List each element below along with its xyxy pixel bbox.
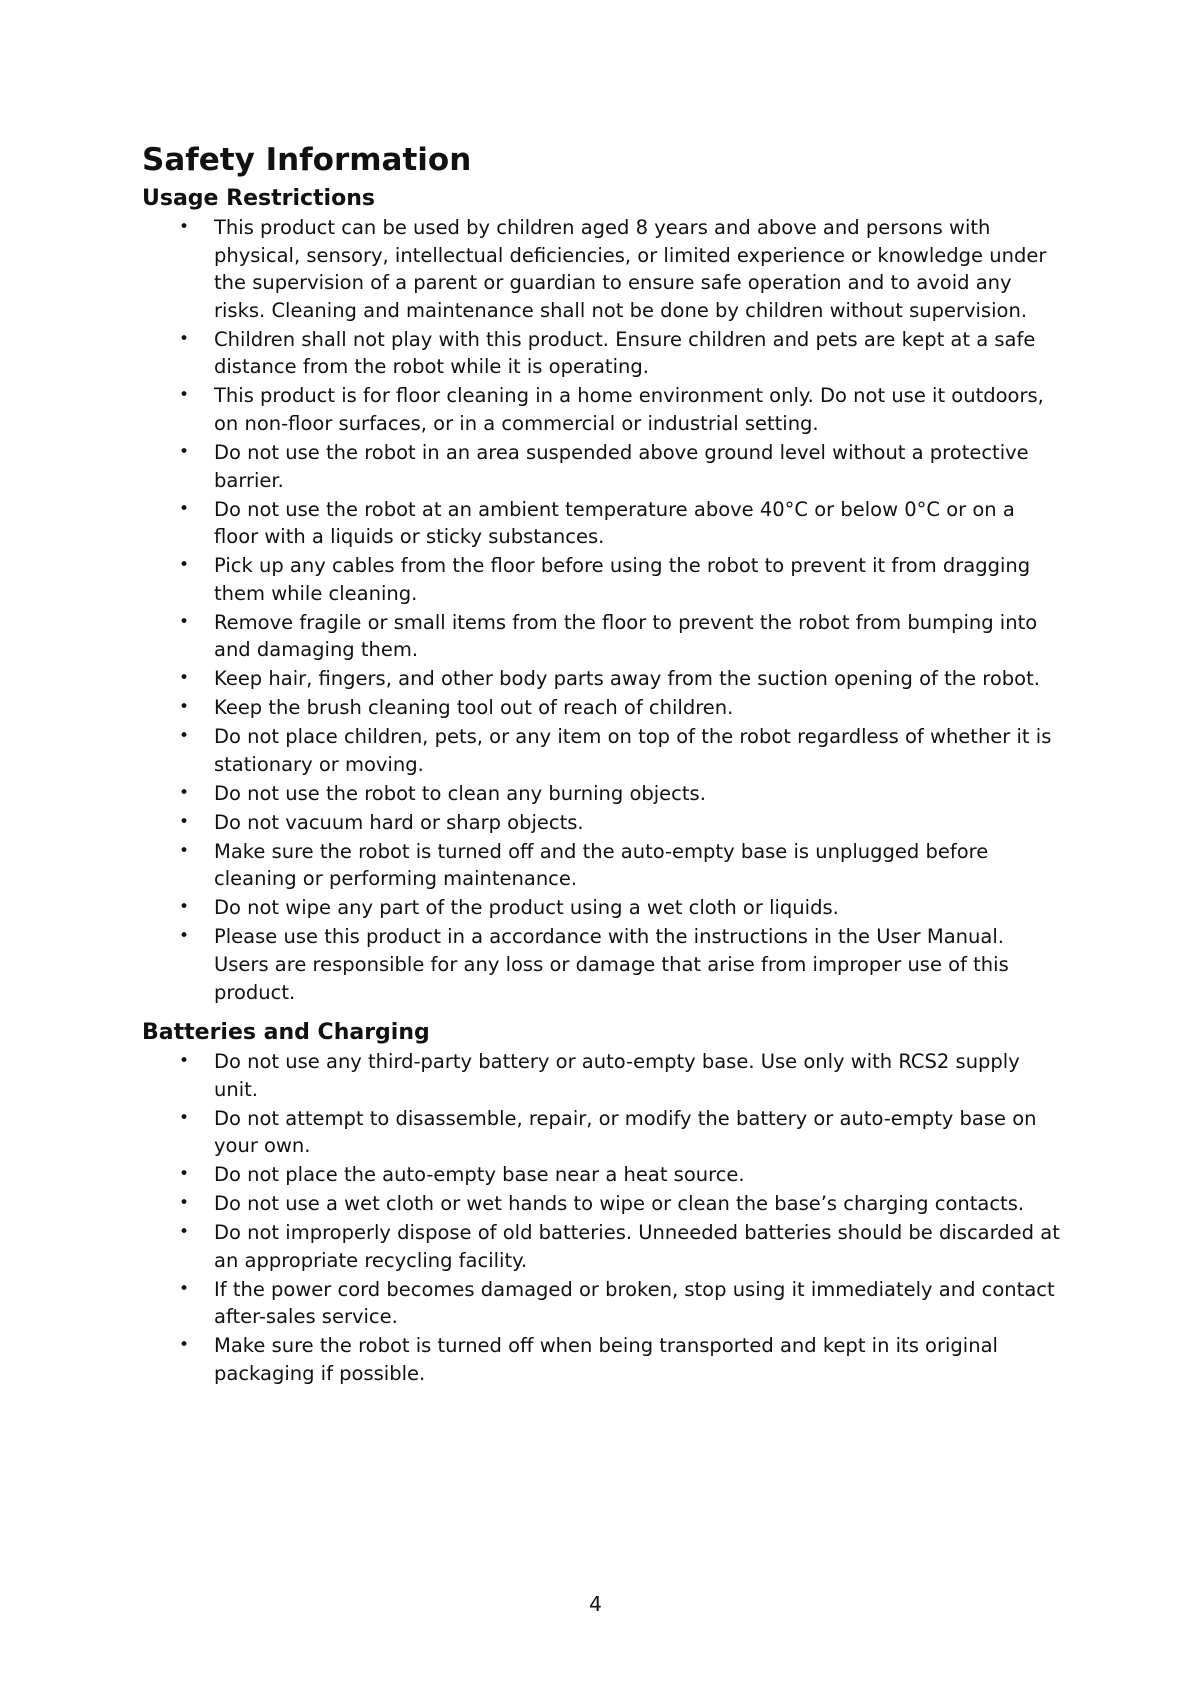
- page-number: 4: [589, 1592, 602, 1616]
- list-item: [142, 809, 1062, 837]
- bullet-icon: •: [179, 840, 190, 861]
- list-item: [142, 923, 1062, 1006]
- list-item-text: Keep the brush cleaning tool out of reach of children.: [214, 696, 734, 720]
- list-item-text: Pick up any cables from the floor before using the robot to prevent it from dragging them while cleaning.: [214, 554, 1031, 605]
- list-item-text: Do not improperly dispose of old batteries. Unneeded batteries should be discarded at an appropriate recycling facility.: [214, 1221, 1060, 1272]
- list-item-text: Remove fragile or small items from the floor to prevent the robot from bumping into and damaging them.: [214, 610, 1038, 662]
- list-item: [142, 723, 1062, 778]
- list-item: [142, 382, 1062, 437]
- usage-restrictions-list: [142, 214, 1062, 1006]
- list-item-text: Do not place children, pets, or any item on top of the robot regardless of whether it is stationary or moving.: [214, 725, 1052, 776]
- list-item: [142, 439, 1062, 494]
- list-item-text: Do not use the robot to clean any burning objects.: [214, 781, 706, 805]
- section-heading-usage-restrictions: Usage Restrictions: [142, 186, 375, 211]
- list-item-text: Keep hair, fingers, and other body parts away from the suction opening of the robot.: [214, 667, 1040, 691]
- page-title: Safety Information: [142, 142, 472, 178]
- bullet-icon: •: [179, 926, 190, 947]
- bullet-icon: •: [179, 441, 190, 462]
- list-item: [142, 1161, 1062, 1189]
- section-heading-batteries-and-charging: Batteries and Charging: [142, 1020, 430, 1046]
- bullet-icon: •: [179, 1193, 190, 1214]
- list-item-text: If the power cord becomes damaged or broken, stop using it immediately and contact after-sales service.: [214, 1277, 1055, 1329]
- list-item: [142, 838, 1062, 893]
- bullet-icon: •: [179, 668, 190, 689]
- bullet-icon: •: [179, 1051, 190, 1072]
- bullet-icon: •: [179, 1107, 190, 1128]
- bullet-icon: •: [179, 726, 190, 747]
- list-item-text: Children shall not play with this product. Ensure children and pets are kept at a safe distance from the robot while it is operating.: [214, 327, 1036, 379]
- bullet-icon: •: [179, 217, 190, 237]
- bullet-icon: •: [179, 1164, 190, 1185]
- bullet-icon: •: [179, 811, 190, 832]
- list-item-text: Make sure the robot is turned off and the auto-empty base is unplugged before cleaning or performing maintenance.: [214, 839, 989, 891]
- list-item: [142, 214, 1062, 324]
- list-item-text: Do not use any third-party battery or auto-empty base. Use only with RCS2 supply unit.: [214, 1050, 1020, 1101]
- list-item-text: Make sure the robot is turned off when being transported and kept in its original packaging if possible.: [214, 1334, 998, 1385]
- list-item: [142, 1105, 1062, 1160]
- list-item: [142, 894, 1062, 922]
- bullet-icon: •: [179, 1222, 190, 1243]
- bullet-icon: •: [179, 1278, 190, 1299]
- list-item: [142, 694, 1062, 722]
- list-item: [142, 780, 1062, 808]
- list-item: [142, 1276, 1062, 1331]
- bullet-icon: •: [179, 611, 190, 632]
- list-item: [142, 552, 1062, 607]
- list-item-text: Do not use the robot at an ambient temperature above 40°C or below 0°C or on a floor with a liquids or sticky substances.: [214, 497, 1015, 549]
- bullet-icon: •: [179, 385, 190, 406]
- list-item: [142, 1332, 1062, 1387]
- list-item-text: Do not use a wet cloth or wet hands to wipe or clean the base’s charging contacts.: [214, 1192, 1025, 1216]
- list-item-text: Do not place the auto-empty base near a heat source.: [214, 1163, 745, 1187]
- page-content: [142, 140, 1062, 1389]
- bullet-icon: •: [179, 782, 190, 803]
- list-item: [142, 326, 1062, 381]
- bullet-icon: •: [179, 897, 190, 918]
- list-item-text: Please use this product in a accordance with the instructions in the User Manual. Users are responsible for any loss or damage that arise from improper use of this product.: [214, 925, 1009, 1004]
- batteries-and-charging-list: [142, 1048, 1062, 1387]
- list-item-text: This product is for floor cleaning in a home environment only. Do not use it outdoors, on non-floor surfaces, or in a commercial or industrial setting.: [214, 384, 1044, 435]
- list-item: [142, 1190, 1062, 1218]
- list-item: [142, 609, 1062, 664]
- bullet-icon: •: [179, 498, 190, 519]
- list-item-text: Do not wipe any part of the product using a wet cloth or liquids.: [214, 896, 839, 920]
- list-item-text: This product can be used by children aged 8 years and above and persons with physical, sensory, intellectual deficiencies, or limited experience or knowledge under the supervision of a parent or guardian to ensure safe operation and to avoid any risks. Cleaning and maintenance shall not be done by children without supervision.: [214, 216, 1047, 322]
- bullet-icon: •: [179, 1335, 190, 1356]
- list-item-text: Do not use the robot in an area suspended above ground level without a protective barrier.: [214, 440, 1029, 492]
- bullet-icon: •: [179, 697, 190, 718]
- bullet-icon: •: [179, 328, 190, 349]
- list-item: [142, 496, 1062, 551]
- list-item: [142, 1048, 1062, 1103]
- list-item-text: Do not attempt to disassemble, repair, or modify the battery or auto-empty base on your own.: [214, 1106, 1037, 1158]
- list-item-text: Do not vacuum hard or sharp objects.: [214, 810, 584, 834]
- list-item: [142, 1219, 1062, 1274]
- bullet-icon: •: [179, 555, 190, 576]
- list-item: [142, 665, 1062, 693]
